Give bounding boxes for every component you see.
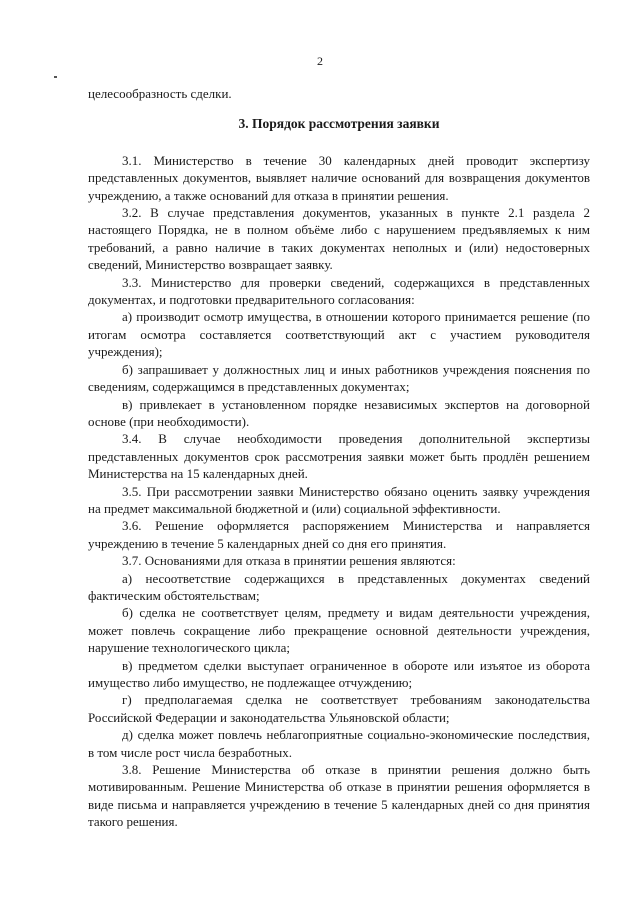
scan-speck xyxy=(54,76,57,78)
paragraph-3-3-b: б) запрашивает у должностных лиц и иных работников учреждения пояснения по сведениям, содержащимся в представленных документах; xyxy=(88,361,590,395)
paragraph-3-4: 3.4. В случае необходимости проведения дополнительной экспертизы представленных документов срок рассмотрения заявки может быть продлён решением Министерства на 15 календарных дней. xyxy=(88,431,590,482)
paragraph-3-3-a: а) производит осмотр имущества, в отношении которого принимается решение (по итогам осмотра составляется соответствующий акт с участием руководителя учреждения); xyxy=(88,309,590,360)
paragraph-3-8: 3.8. Решение Министерства об отказе в принятии решения должно быть мотивированным. Решение Министерства об отказе в принятии решения оформляется в виде письма и направляется учреждению в течение 5 календарных дней со дня принятия такого решения. xyxy=(88,762,590,830)
paragraph-3-7: 3.7. Основаниями для отказа в принятии решения являются: xyxy=(122,553,456,569)
paragraph-3-3-v: в) привлекает в установленном порядке независимых экспертов на договорной основе (при необходимости). xyxy=(88,396,590,429)
paragraph-3-7-a: а) несоответствие содержащихся в представленных документах сведений фактическим обстоятельствам; xyxy=(88,570,590,603)
intro-line: целесообразность сделки. xyxy=(88,86,232,101)
section-title: 3. Порядок рассмотрения заявки xyxy=(238,116,440,132)
document-body xyxy=(88,85,590,831)
paragraph-3-7-v: в) предметом сделки выступает ограниченное в обороте или изъятое из оборота имущество либо имущество, не подлежащее отчуждению; xyxy=(88,657,590,690)
paragraph-3-2: 3.2. В случае представления документов, указанных в пункте 2.1 раздела 2 настоящего Порядка, не в полном объёме либо с нарушением предъявляемых к ним требований, а равно наличие в таких документах неполных и (или) недостоверных сведений, Министерство возвращает заявку. xyxy=(88,205,590,273)
paragraph-3-7-g: г) предполагаемая сделка не соответствует требованиям законодательства Российской Федерации и законодательства Ульяновской области; xyxy=(88,692,590,725)
paragraph-3-1: 3.1. Министерство в течение 30 календарных дней проводит экспертизу представленных документов, выявляет наличие оснований для возвращения документов учреждению, а также оснований для отказа в принятии решения. xyxy=(88,152,590,203)
paragraph-3-5: 3.5. При рассмотрении заявки Министерство обязано оценить заявку учреждения на предмет максимальной бюджетной и (или) социальной эффективности. xyxy=(88,483,590,516)
paragraph-3-7-b: б) сделка не соответствует целям, предмету и видам деятельности учреждения, может повлечь сокращение либо прекращение основной деятельности учреждения, нарушение технологического цикла; xyxy=(88,605,590,656)
paragraph-3-6: 3.6. Решение оформляется распоряжением Министерства и направляется учреждению в течение 5 календарных дней со дня его принятия. xyxy=(88,518,590,551)
paragraph-3-3: 3.3. Министерство для проверки сведений, содержащихся в представленных документах, и подготовки предварительного согласования: xyxy=(88,274,590,308)
paragraph-3-7-d: д) сделка может повлечь неблагоприятные социально-экономические последствия, в том числе рост числа безработных. xyxy=(88,727,590,760)
page-number: 2 xyxy=(317,54,323,68)
